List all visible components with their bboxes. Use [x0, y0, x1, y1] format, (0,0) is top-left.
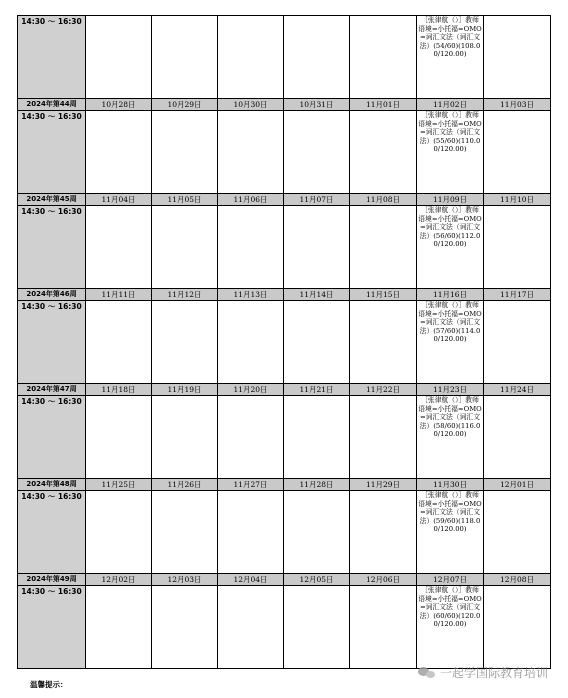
empty-slot	[152, 111, 218, 194]
date-cell: 11月29日	[350, 479, 417, 491]
lesson-text: ［张律航（）］教师语境=小托福=OMO=词汇文法（词汇文法）(56/60)(112.00/120.00)	[418, 206, 482, 249]
empty-slot	[152, 16, 218, 99]
time-slot-row	[18, 586, 551, 669]
lesson-cell	[417, 396, 484, 479]
schedule-table	[17, 15, 551, 669]
empty-slot	[152, 206, 218, 289]
date-cell: 12月02日	[86, 574, 152, 586]
date-cell: 11月01日	[350, 99, 417, 111]
date-cell: 12月03日	[152, 574, 218, 586]
empty-slot	[218, 301, 284, 384]
empty-slot	[284, 586, 350, 669]
date-cell: 12月05日	[284, 574, 350, 586]
date-cell: 11月11日	[86, 289, 152, 301]
date-cell: 11月14日	[284, 289, 350, 301]
time-slot-row	[18, 206, 551, 289]
date-cell: 11月13日	[218, 289, 284, 301]
week-label: 2024年第45周	[18, 194, 86, 206]
time-slot-row	[18, 396, 551, 479]
empty-slot	[86, 491, 152, 574]
empty-slot	[86, 396, 152, 479]
date-cell: 11月17日	[484, 289, 551, 301]
lesson-cell	[417, 111, 484, 194]
week-header-row	[18, 289, 551, 301]
date-cell: 11月05日	[152, 194, 218, 206]
watermark-text: 一起学国际教育培训	[440, 666, 549, 680]
date-cell: 11月08日	[350, 194, 417, 206]
lesson-text: ［张律航（）］教师语境=小托福=OMO=词汇文法（词汇文法）(55/60)(110.00/120.00)	[418, 111, 482, 154]
empty-slot	[350, 301, 417, 384]
date-cell: 11月10日	[484, 194, 551, 206]
week-header-row	[18, 574, 551, 586]
date-cell: 11月18日	[86, 384, 152, 396]
time-slot-row	[18, 301, 551, 384]
date-cell: 12月04日	[218, 574, 284, 586]
empty-slot	[484, 206, 551, 289]
empty-slot	[484, 491, 551, 574]
date-cell: 11月24日	[484, 384, 551, 396]
time-slot-label: 14:30 ～ 16:30	[18, 111, 86, 194]
date-cell: 11月26日	[152, 479, 218, 491]
week-label: 2024年第44周	[18, 99, 86, 111]
empty-slot	[350, 111, 417, 194]
date-cell: 11月15日	[350, 289, 417, 301]
empty-slot	[218, 111, 284, 194]
date-cell: 11月07日	[284, 194, 350, 206]
week-header-row	[18, 99, 551, 111]
empty-slot	[284, 206, 350, 289]
lesson-cell	[417, 586, 484, 669]
empty-slot	[350, 206, 417, 289]
date-cell: 11月12日	[152, 289, 218, 301]
lesson-cell	[417, 206, 484, 289]
empty-slot	[484, 111, 551, 194]
empty-slot	[484, 396, 551, 479]
date-cell: 11月02日	[417, 99, 484, 111]
date-cell: 12月06日	[350, 574, 417, 586]
date-cell: 11月20日	[218, 384, 284, 396]
date-cell: 11月23日	[417, 384, 484, 396]
empty-slot	[218, 396, 284, 479]
date-cell: 11月25日	[86, 479, 152, 491]
time-slot-label: 14:30 ～ 16:30	[18, 396, 86, 479]
week-label: 2024年第47周	[18, 384, 86, 396]
date-cell: 11月28日	[284, 479, 350, 491]
date-cell: 12月08日	[484, 574, 551, 586]
time-slot-label: 14:30 ～ 16:30	[18, 206, 86, 289]
date-cell: 10月30日	[218, 99, 284, 111]
week-header-row	[18, 384, 551, 396]
date-cell: 11月04日	[86, 194, 152, 206]
date-cell: 11月22日	[350, 384, 417, 396]
date-cell: 11月30日	[417, 479, 484, 491]
empty-slot	[152, 586, 218, 669]
week-label: 2024年第48周	[18, 479, 86, 491]
empty-slot	[484, 16, 551, 99]
empty-slot	[86, 301, 152, 384]
empty-slot	[86, 586, 152, 669]
week-header-row	[18, 479, 551, 491]
empty-slot	[152, 396, 218, 479]
empty-slot	[86, 111, 152, 194]
empty-slot	[284, 111, 350, 194]
time-slot-row	[18, 16, 551, 99]
empty-slot	[86, 206, 152, 289]
empty-slot	[350, 16, 417, 99]
empty-slot	[152, 301, 218, 384]
lesson-cell	[417, 491, 484, 574]
time-slot-label: 14:30 ～ 16:30	[18, 491, 86, 574]
empty-slot	[484, 586, 551, 669]
time-slot-label: 14:30 ～ 16:30	[18, 586, 86, 669]
empty-slot	[284, 301, 350, 384]
date-cell: 10月29日	[152, 99, 218, 111]
empty-slot	[218, 491, 284, 574]
empty-slot	[350, 491, 417, 574]
week-header-row	[18, 194, 551, 206]
empty-slot	[350, 586, 417, 669]
empty-slot	[284, 396, 350, 479]
lesson-text: ［张律航（）］教师语境=小托福=OMO=词汇文法（词汇文法）(60/60)(120.00/120.00)	[418, 586, 482, 629]
empty-slot	[284, 16, 350, 99]
time-slot-label: 14:30 ～ 16:30	[18, 16, 86, 99]
lesson-cell	[417, 16, 484, 99]
date-cell: 11月27日	[218, 479, 284, 491]
date-cell: 10月31日	[284, 99, 350, 111]
date-cell: 11月06日	[218, 194, 284, 206]
date-cell: 11月16日	[417, 289, 484, 301]
date-cell: 11月19日	[152, 384, 218, 396]
time-slot-label: 14:30 ～ 16:30	[18, 301, 86, 384]
empty-slot	[152, 491, 218, 574]
chat-bubble-icon	[418, 666, 436, 679]
empty-slot	[218, 206, 284, 289]
date-cell: 11月09日	[417, 194, 484, 206]
lesson-text: ［张律航（）］教师语境=小托福=OMO=词汇文法（词汇文法）(57/60)(114.00/120.00)	[418, 301, 482, 344]
time-slot-row	[18, 111, 551, 194]
date-cell: 12月01日	[484, 479, 551, 491]
empty-slot	[284, 491, 350, 574]
empty-slot	[86, 16, 152, 99]
empty-slot	[218, 586, 284, 669]
week-label: 2024年第49周	[18, 574, 86, 586]
empty-slot	[218, 16, 284, 99]
lesson-text: ［张律航（）］教师语境=小托福=OMO=词汇文法（词汇文法）(54/60)(108.00/120.00)	[418, 16, 482, 59]
date-cell: 12月07日	[417, 574, 484, 586]
watermark	[418, 664, 548, 681]
time-slot-row	[18, 491, 551, 574]
footer-tip: 温馨提示：	[30, 680, 68, 689]
date-cell: 11月03日	[484, 99, 551, 111]
empty-slot	[484, 301, 551, 384]
empty-slot	[350, 396, 417, 479]
lesson-cell	[417, 301, 484, 384]
week-label: 2024年第46周	[18, 289, 86, 301]
lesson-text: ［张律航（）］教师语境=小托福=OMO=词汇文法（词汇文法）(58/60)(116.00/120.00)	[418, 396, 482, 439]
lesson-text: ［张律航（）］教师语境=小托福=OMO=词汇文法（词汇文法）(59/60)(118.00/120.00)	[418, 491, 482, 534]
date-cell: 10月28日	[86, 99, 152, 111]
date-cell: 11月21日	[284, 384, 350, 396]
